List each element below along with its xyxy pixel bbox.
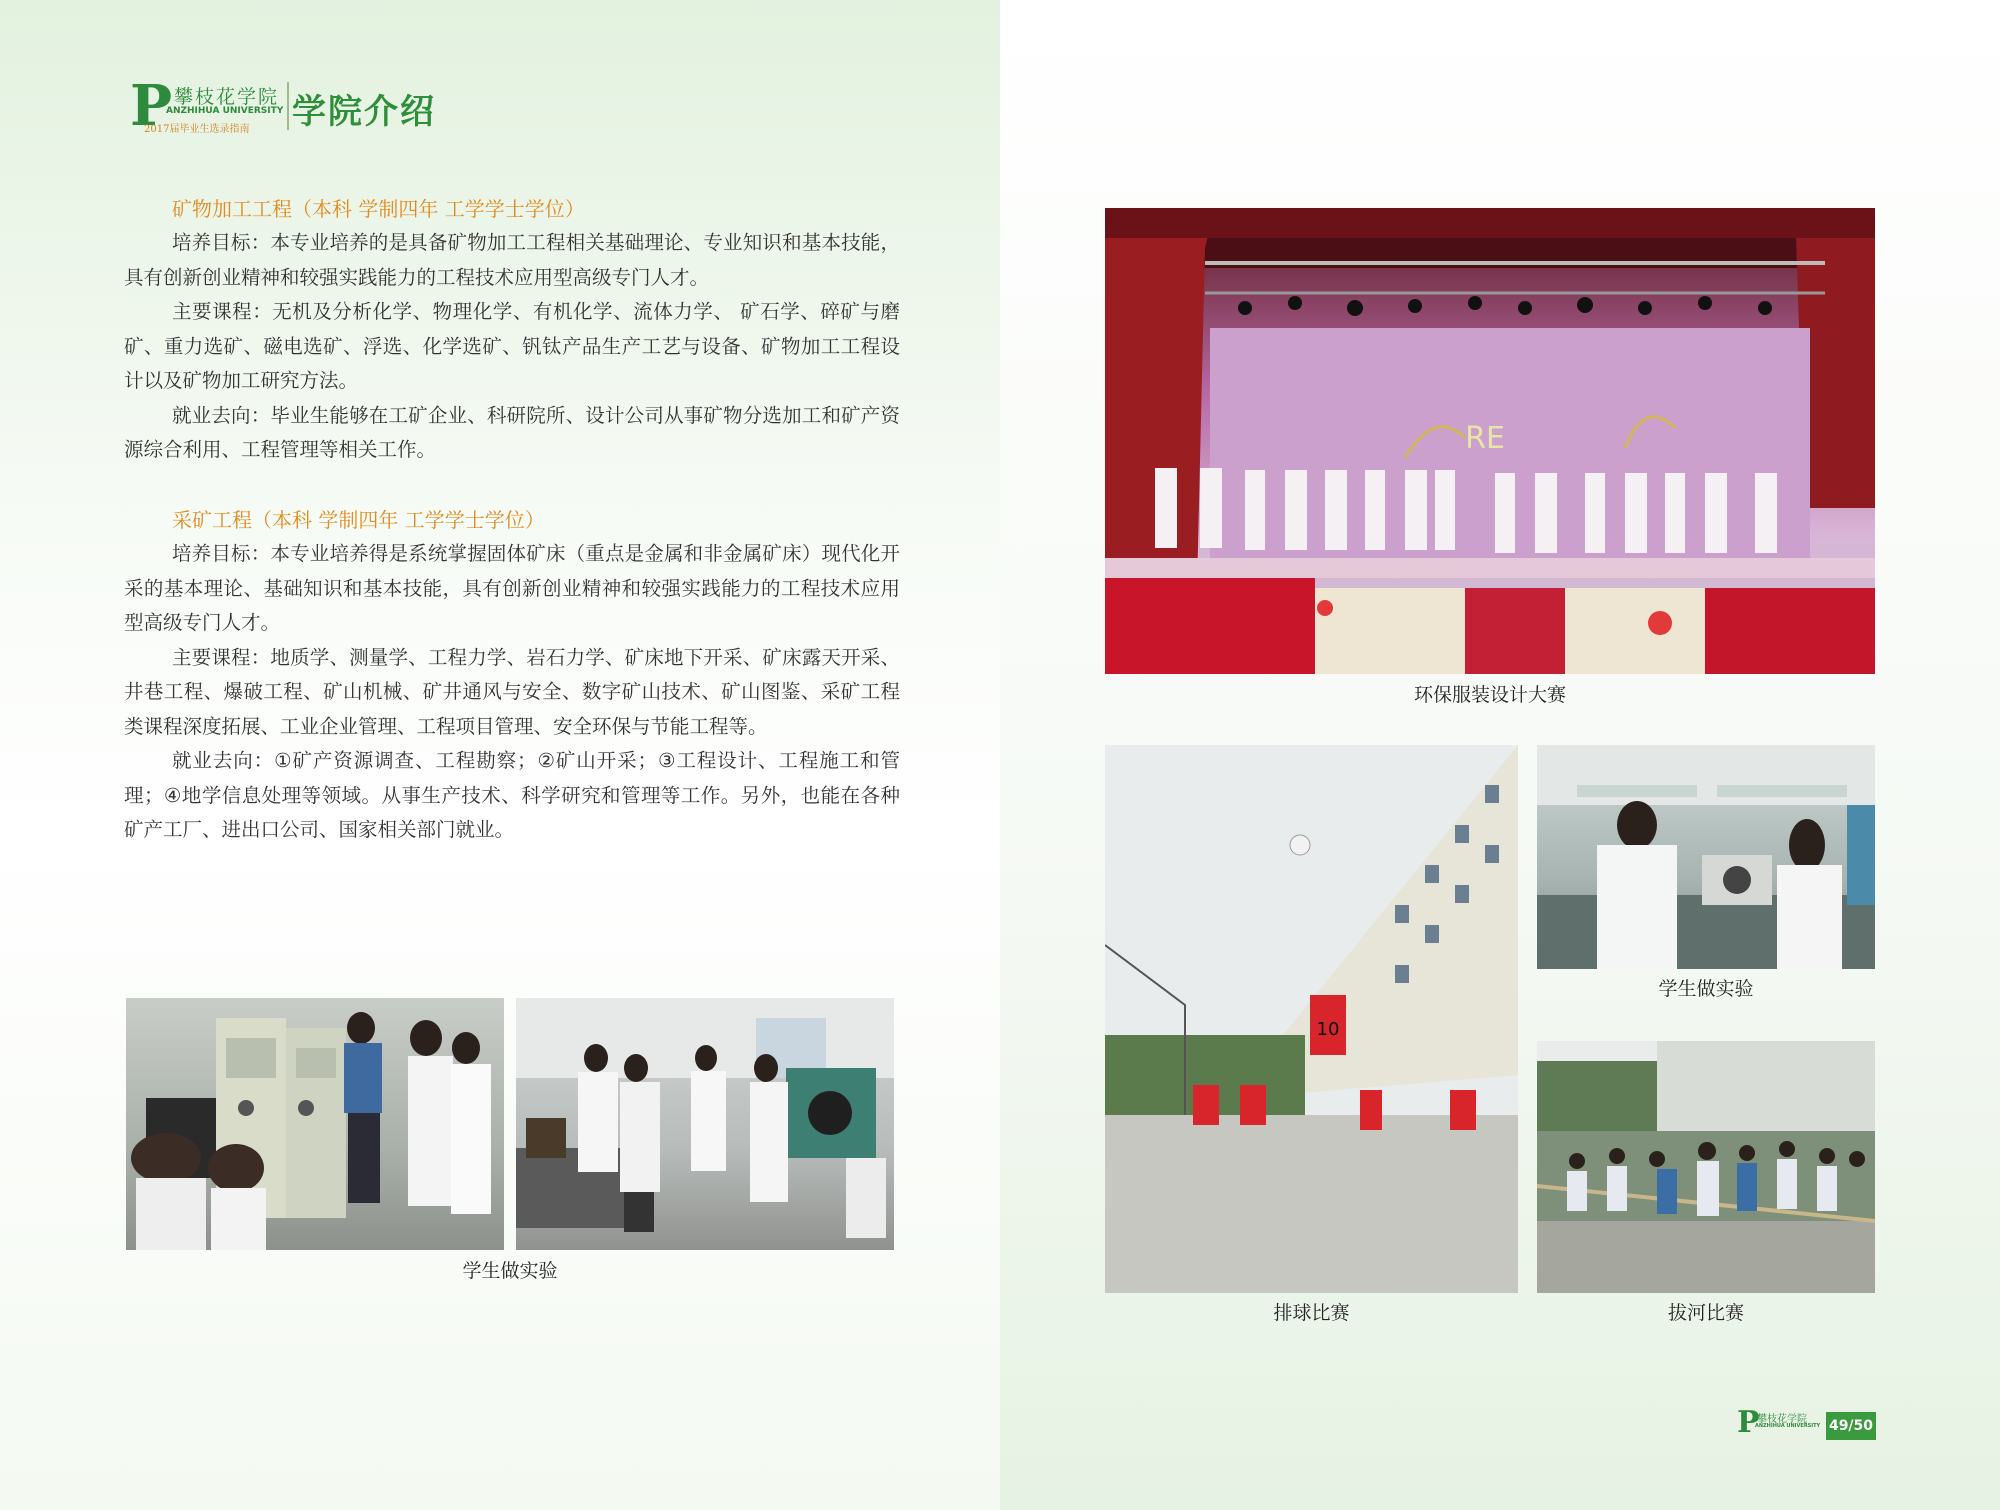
page-title: 学院介绍 <box>292 92 436 132</box>
lab-photo-3 <box>1537 745 1875 969</box>
section-paragraph: 主要课程：地质学、测量学、工程力学、岩石力学、矿床地下开采、矿床露天开采、井巷工程、爆破工程、矿山机械、矿井通风与安全、数字矿山技术、矿山图鉴、采矿工程类课程深度拓展、工业企业管理、工程项目管理、安全环保与节能工程等。 <box>124 645 900 738</box>
footer-logo <box>1737 1405 1827 1440</box>
logo-english-name: ANZHIHUA UNIVERSITY <box>166 106 284 116</box>
section-title: 矿物加工工程（本科 学制四年 工学学士学位） <box>172 197 585 221</box>
caption-tug-of-war: 拔河比赛 <box>1667 1302 1744 1324</box>
volleyball-photo <box>1105 745 1518 1293</box>
caption-volleyball: 排球比赛 <box>1273 1302 1350 1324</box>
section-paragraph: 培养目标：本专业培养的是具备矿物加工工程相关基础理论、专业知识和基本技能，具有创新创业精神和较强实践能力的工程技术应用型高级专门人才。 <box>124 231 900 289</box>
footer-logo-letter: P <box>1737 1405 1760 1440</box>
stage-banner-text: RE <box>1465 421 1505 456</box>
page-number: 49/50 <box>1826 1412 1876 1440</box>
lab-photo-1 <box>126 998 504 1250</box>
section-mineral-processing <box>124 192 900 468</box>
footer-logo-english-name: ANZHIHUA UNIVERSITY <box>1755 1423 1821 1429</box>
section-mining-engineering <box>124 503 900 848</box>
logo-letter: P <box>130 73 173 139</box>
caption-stage: 环保服装设计大赛 <box>1413 684 1566 706</box>
section-paragraph: 就业去向：①矿产资源调查、工程勘察；②矿山开采；③工程设计、工程施工和管理；④地学信息处理等领域。从事生产技术、科学研究和管理等工作。另外，也能在各种矿产工厂、进出口公司、国家相关部门就业。 <box>124 749 900 841</box>
stage-photo <box>1105 208 1875 674</box>
university-logo <box>130 73 290 139</box>
jersey-number: 10 <box>1316 1019 1340 1040</box>
caption-lab-right: 学生做实验 <box>1658 978 1754 1000</box>
logo-subtitle: 2017届毕业生选录指南 <box>144 124 250 135</box>
section-title: 采矿工程（本科 学制四年 工学学士学位） <box>172 508 545 532</box>
lab-photo-2 <box>516 998 894 1250</box>
section-paragraph: 就业去向：毕业生能够在工矿企业、科研院所、设计公司从事矿物分选加工和矿产资源综合利用、工程管理等相关工作。 <box>124 403 900 461</box>
header-divider <box>287 82 289 130</box>
section-paragraph: 培养目标：本专业培养得是系统掌握固体矿床（重点是金属和非金属矿床）现代化开采的基本理论、基础知识和基本技能，具有创新创业精神和较强实践能力的工程技术应用型高级专门人才。 <box>124 542 900 634</box>
section-paragraph: 主要课程：无机及分析化学、物理化学、有机化学、流体力学、 矿石学、碎矿与磨矿、重力选矿、磁电选矿、浮选、化学选矿、钒钛产品生产工艺与设备、矿物加工工程设计以及矿物加工研究方法。 <box>124 300 900 392</box>
tug-of-war-photo <box>1537 1041 1875 1293</box>
footer-logo-chinese-name: 攀枝花学院 <box>1757 1414 1807 1425</box>
caption-lab-left: 学生做实验 <box>462 1260 558 1282</box>
logo-chinese-name: 攀枝花学院 <box>174 86 280 108</box>
